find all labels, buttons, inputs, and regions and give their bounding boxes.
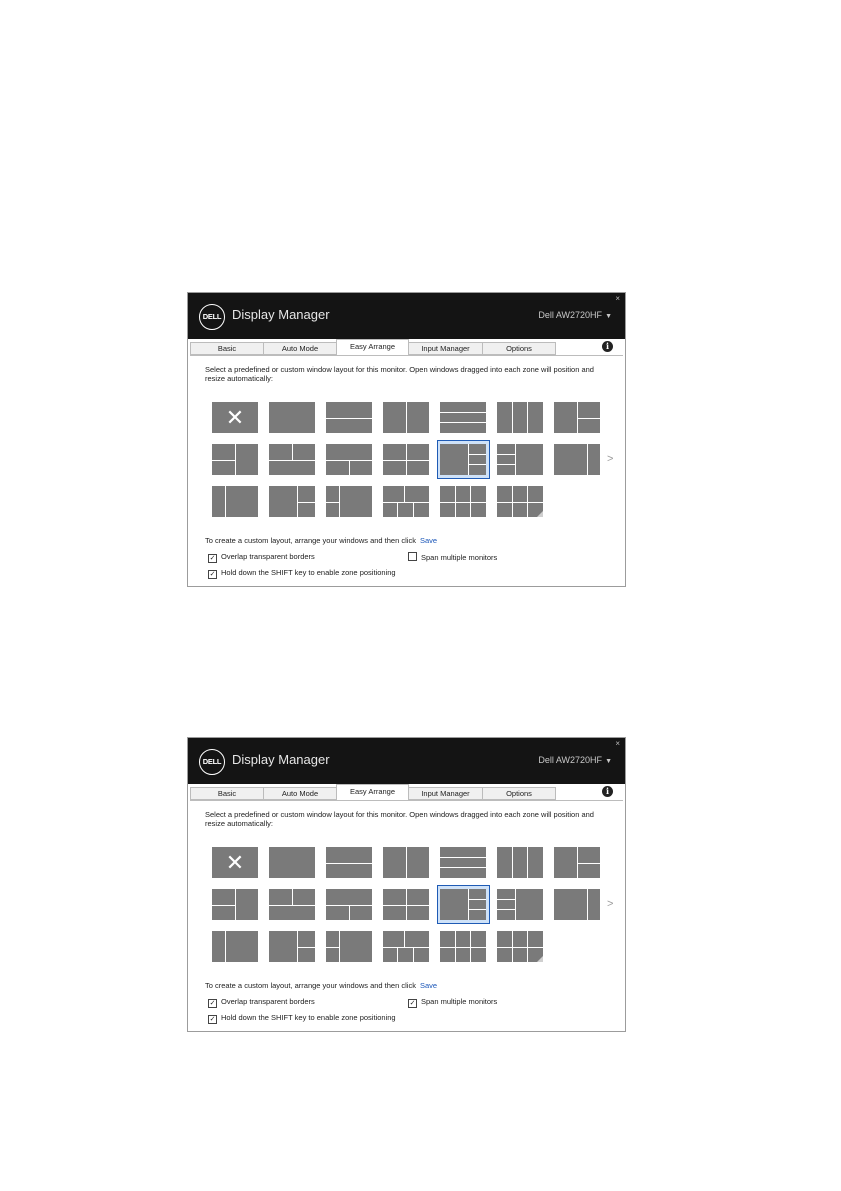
monitor-selector[interactable] [538,755,612,765]
zone-divider [326,418,372,419]
layout-tile[interactable] [497,444,543,475]
zone-divider [497,464,515,465]
layout-tile[interactable] [212,444,258,475]
zone-divider [455,931,456,962]
layout-tile[interactable] [440,847,486,878]
layout-tile[interactable] [554,444,600,475]
zone-divider [577,418,600,419]
layout-tile[interactable] [497,847,543,878]
span-monitors-option[interactable] [408,997,497,1008]
zone-divider [225,931,226,962]
overlap-label: Overlap transparent borders [221,552,315,561]
zone-divider [326,502,339,503]
close-icon[interactable]: × [615,294,620,303]
tab-options[interactable]: Options [482,787,556,800]
layout-tile[interactable] [497,402,543,433]
zone-divider [515,444,516,475]
tab-easy-arrange[interactable]: Easy Arrange [336,784,409,801]
layout-tile[interactable] [269,847,315,878]
zone-divider [440,422,486,423]
zone-divider [397,947,398,963]
tab-input-manager[interactable]: Input Manager [408,787,483,800]
zone-divider [292,444,293,460]
zone-divider [235,444,236,475]
shift-checkbox[interactable]: ✓ [209,571,216,578]
close-icon[interactable]: × [615,739,620,748]
span-checkbox[interactable] [408,552,417,561]
span-monitors-option[interactable] [408,552,497,562]
next-page-arrow[interactable]: > [607,453,614,465]
zone-divider [468,889,469,920]
overlap-borders-option[interactable] [208,997,315,1008]
zone-divider [527,402,528,433]
layout-tile[interactable] [269,931,315,962]
layout-tile[interactable] [554,889,600,920]
title-bar [188,293,625,339]
layout-tile[interactable] [269,444,315,475]
zone-divider [512,402,513,433]
zone-divider [225,486,226,517]
layout-tile[interactable] [554,402,600,433]
zone-divider [404,931,405,947]
layout-tile[interactable] [269,402,315,433]
zone-divider [497,909,515,910]
info-icon[interactable]: i [602,341,613,352]
zone-divider [349,460,350,476]
tab-basic[interactable]: Basic [190,342,264,355]
zone-divider [497,502,543,503]
close-icon: ✕ [225,850,245,875]
zone-divider [440,947,486,948]
app-title: Display Manager [232,307,330,322]
layout-description: Select a predefined or custom window layout for this monitor. Open windows dragged into each zone will position and resize automatically: [205,365,594,383]
zone-divider [326,863,372,864]
zone-divider [339,931,340,962]
tab-easy-arrange[interactable]: Easy Arrange [336,339,409,356]
zone-divider [587,444,588,475]
zone-divider [440,857,486,858]
app-title: Display Manager [232,752,330,767]
chevron-down-icon: ▼ [605,758,612,765]
zone-divider [406,402,407,433]
zone-divider [383,947,429,948]
dell-logo: DELL [199,749,225,775]
overlap-checkbox[interactable]: ✓ [209,555,216,562]
layout-tile[interactable] [440,486,486,517]
zone-divider [326,947,339,948]
monitor-name: Dell AW2720HF [538,755,603,765]
custom-layout-hint [205,536,437,545]
zone-divider [413,502,414,518]
layout-tile[interactable] [383,402,429,433]
zone-divider [339,486,340,517]
layout-tile[interactable] [383,931,429,962]
zone-divider [404,486,405,502]
zone-divider [497,947,543,948]
shift-label: Hold down the SHIFT key to enable zone positioning [221,1013,396,1022]
layout-description: Select a predefined or custom window layout for this monitor. Open windows dragged into each zone will position and resize automatically: [205,810,594,828]
span-checkbox[interactable]: ✓ [409,1000,416,1007]
layout-tile[interactable] [326,444,372,475]
zone-divider [497,899,515,900]
panel-divider [190,800,623,801]
monitor-name: Dell AW2720HF [538,310,603,320]
zone-divider [406,889,407,920]
close-icon: ✕ [225,405,245,430]
zone-divider [269,905,315,906]
shift-positioning-option[interactable] [208,1013,396,1024]
tab-basic[interactable]: Basic [190,787,264,800]
custom-layout-text: To create a custom layout, arrange your windows and then click [205,536,416,545]
zone-divider [235,889,236,920]
tab-options[interactable]: Options [482,342,556,355]
no-layout-tile[interactable] [212,847,258,878]
zone-divider [512,931,513,962]
zone-divider [455,486,456,517]
display-manager-window-2 [187,737,626,1032]
layout-tile[interactable] [383,847,429,878]
zone-divider [397,502,398,518]
zone-divider [468,444,469,475]
zone-divider [577,863,600,864]
chevron-down-icon: ▼ [605,313,612,320]
zone-divider [440,412,486,413]
layout-tile[interactable] [440,931,486,962]
no-layout-tile[interactable] [212,402,258,433]
zone-divider [269,460,315,461]
zone-divider [406,444,407,475]
shift-label: Hold down the SHIFT key to enable zone positioning [221,568,396,577]
layout-tile[interactable] [497,931,543,962]
next-page-arrow[interactable]: > [607,898,614,910]
zone-divider [527,486,528,517]
tab-auto-mode[interactable]: Auto Mode [263,787,337,800]
span-label: Span multiple monitors [421,997,498,1006]
layout-tile[interactable] [269,486,315,517]
zone-divider [512,847,513,878]
layout-tile[interactable] [269,889,315,920]
layout-tile[interactable] [554,847,600,878]
info-icon[interactable]: i [602,786,613,797]
zone-divider [512,486,513,517]
layout-tile[interactable] [440,402,486,433]
layout-tile[interactable] [212,889,258,920]
tab-input-manager[interactable]: Input Manager [408,342,483,355]
layout-tile[interactable] [497,486,543,517]
overlap-checkbox[interactable]: ✓ [209,1000,216,1007]
layout-tile[interactable] [440,889,486,920]
zone-divider [527,931,528,962]
layout-tile[interactable] [440,444,486,475]
custom-layout-hint [205,981,437,990]
zone-divider [297,947,315,948]
zone-divider [383,502,429,503]
custom-layout-text: To create a custom layout, arrange your windows and then click [205,981,416,990]
zone-divider [527,847,528,878]
layout-tile[interactable] [326,402,372,433]
zone-divider [440,867,486,868]
layout-tile[interactable] [212,931,258,962]
shift-checkbox[interactable]: ✓ [209,1016,216,1023]
zone-divider [470,931,471,962]
zone-divider [440,502,486,503]
layout-tile[interactable] [383,486,429,517]
layout-tile[interactable] [326,486,372,517]
layout-tile[interactable] [497,889,543,920]
layout-tile[interactable] [383,444,429,475]
zone-divider [468,464,486,465]
zone-divider [413,947,414,963]
layout-tile[interactable] [326,847,372,878]
panel-divider [190,355,623,356]
overlap-label: Overlap transparent borders [221,997,315,1006]
zone-divider [468,909,486,910]
overlap-borders-option[interactable] [208,552,315,563]
zone-divider [292,889,293,905]
zone-divider [212,905,235,906]
span-label: Span multiple monitors [421,553,498,562]
resize-grip-icon [537,511,543,517]
zone-divider [497,454,515,455]
zone-divider [515,889,516,920]
tab-bar [190,342,610,356]
title-bar [188,738,625,784]
resize-grip-icon [537,956,543,962]
save-link[interactable]: Save [419,981,438,990]
zone-divider [468,899,486,900]
zone-divider [468,454,486,455]
save-link[interactable]: Save [419,536,438,545]
zone-divider [349,905,350,921]
zone-divider [587,889,588,920]
layout-tile[interactable] [326,889,372,920]
zone-divider [297,502,315,503]
layout-tile[interactable] [383,889,429,920]
layout-tile[interactable] [326,931,372,962]
zone-divider [470,486,471,517]
zone-divider [406,847,407,878]
tab-bar [190,787,610,801]
dell-logo: DELL [199,304,225,330]
layout-tile[interactable] [212,486,258,517]
tab-auto-mode[interactable]: Auto Mode [263,342,337,355]
shift-positioning-option[interactable] [208,568,396,579]
monitor-selector[interactable] [538,310,612,320]
zone-divider [212,460,235,461]
display-manager-window-1 [187,292,626,587]
